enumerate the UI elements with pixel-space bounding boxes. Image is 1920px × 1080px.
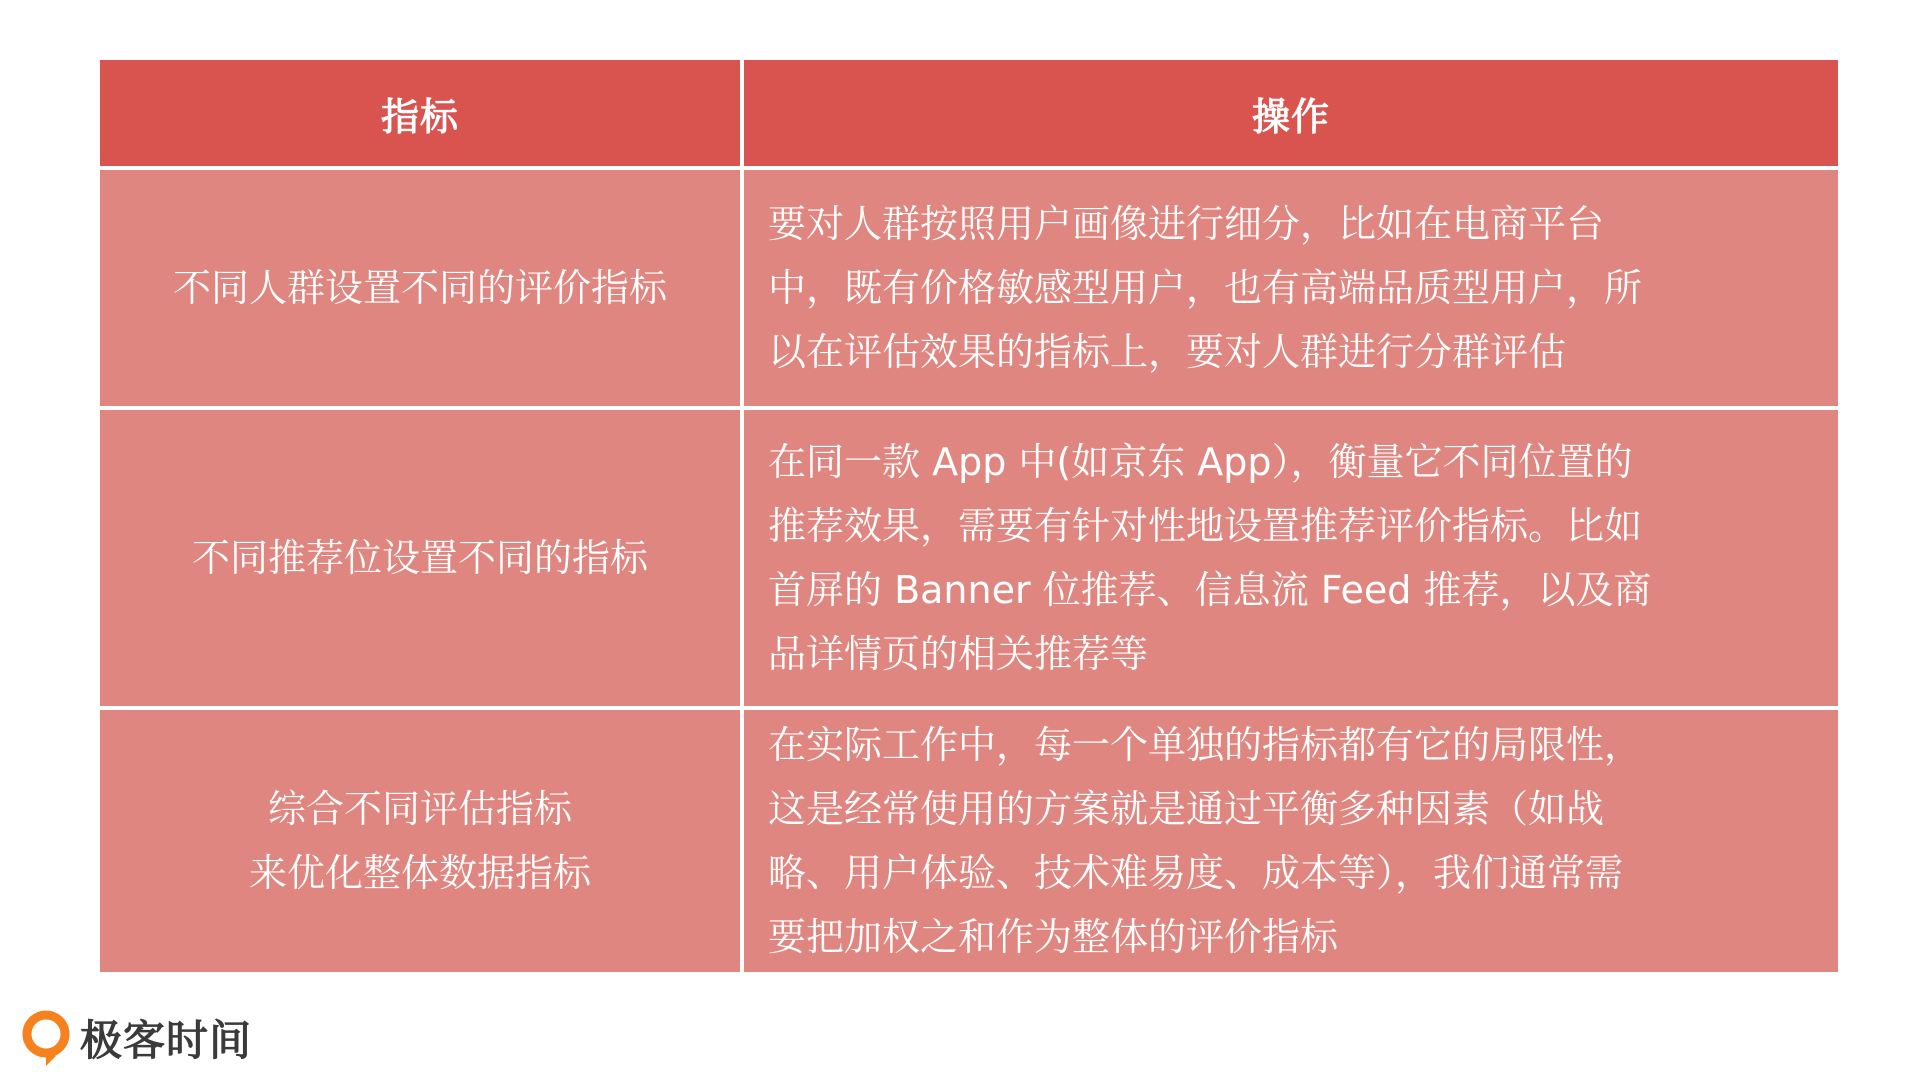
operation-text: 首屏的 Banner 位推荐、信息流 Feed 推荐，以及商 — [768, 568, 1652, 612]
metric-text: 综合不同评估指标 — [267, 787, 572, 831]
operation-cell — [742, 708, 1838, 972]
operation-text: 略、用户体验、技术难易度、成本等），我们通常需 — [768, 851, 1624, 895]
operation-text: 品详情页的相关推荐等 — [768, 632, 1149, 676]
metrics-table — [100, 60, 1838, 972]
metric-text: 来优化整体数据指标 — [248, 851, 591, 895]
table-header-row — [100, 60, 1838, 168]
operation-cell — [742, 168, 1838, 408]
geektime-logo — [20, 1010, 252, 1066]
operation-text: 在同一款 App 中(如京东 App），衡量它不同位置的 — [768, 440, 1633, 484]
geektime-logo-icon — [20, 1010, 72, 1066]
operation-text: 要把加权之和作为整体的评价指标 — [768, 915, 1339, 959]
metric-text: 不同人群设置不同的评价指标 — [172, 266, 667, 310]
metrics-table-container — [100, 60, 1838, 972]
table-row — [100, 408, 1838, 708]
header-operation: 操作 — [742, 60, 1838, 168]
operation-text: 在实际工作中，每一个单独的指标都有它的局限性， — [768, 723, 1643, 767]
metric-cell — [100, 168, 742, 408]
operation-text: 推荐效果，需要有针对性地设置推荐评价指标。比如 — [768, 504, 1643, 548]
operation-text: 中，既有价格敏感型用户，也有高端品质型用户，所 — [768, 266, 1643, 310]
metric-cell — [100, 708, 742, 972]
operation-text: 以在评估效果的指标上，要对人群进行分群评估 — [768, 330, 1567, 374]
operation-cell — [742, 408, 1838, 708]
metric-cell — [100, 408, 742, 708]
operation-text: 要对人群按照用户画像进行细分，比如在电商平台 — [768, 202, 1605, 246]
table-row — [100, 168, 1838, 408]
table-row — [100, 708, 1838, 972]
logo-text: 极客时间 — [80, 1016, 253, 1065]
metric-text: 不同推荐位设置不同的指标 — [191, 536, 648, 580]
header-metric: 指标 — [100, 60, 742, 168]
operation-text: 这是经常使用的方案就是通过平衡多种因素（如战 — [768, 787, 1605, 831]
